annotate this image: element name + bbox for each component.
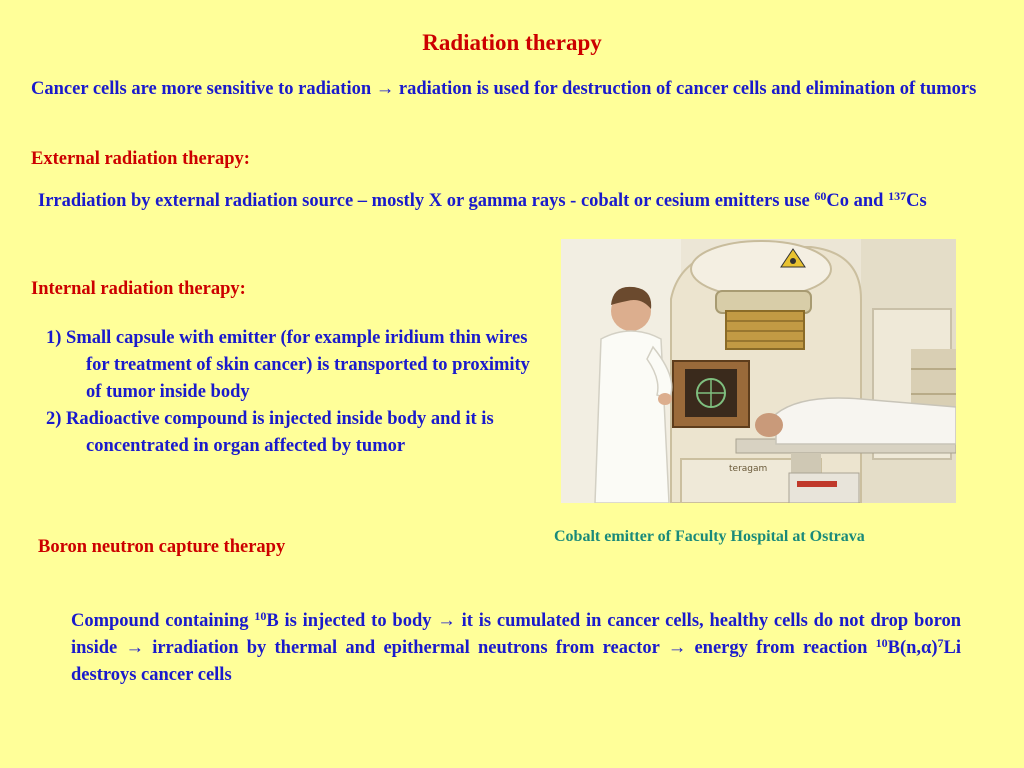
bnct-text-part: Compound containing — [71, 611, 255, 631]
cobalt-mass-number: 60 — [814, 189, 827, 203]
bnct-paragraph — [71, 608, 961, 689]
photo-caption: Cobalt emitter of Faculty Hospital at Ostrava — [554, 528, 865, 545]
external-therapy-heading: External radiation therapy: — [31, 149, 250, 169]
boron-mass-number: 10 — [875, 636, 888, 650]
intro-paragraph: Cancer cells are more sensitive to radiation → radiation is used for destruction of cancer cells and elimination of tumors — [31, 79, 977, 99]
slide-title: Radiation therapy — [422, 30, 602, 55]
internal-therapy-list — [46, 325, 546, 460]
bnct-text-part: B(n,α) — [887, 638, 938, 658]
list-item: 1) Small capsule with emitter (for example iridium thin wires for treatment of skin cancer) is transported to proximity of tumor inside body — [46, 328, 530, 402]
cobalt-symbol: Co — [826, 191, 850, 211]
lithium-mass-number: 7 — [937, 636, 944, 650]
cesium-mass-number: 137 — [888, 189, 907, 203]
list-item: 2) Radioactive compound is injected inside body and it is concentrated in organ affected by tumor — [46, 409, 494, 456]
radiotherapy-room-illustration — [561, 239, 956, 503]
isotope-connector: and — [849, 191, 889, 211]
external-body-text: Irradiation by external radiation source – mostly X or gamma rays - cobalt or cesium emitters use — [38, 191, 815, 211]
bnct-heading: Boron neutron capture therapy — [38, 537, 286, 557]
bnct-text-part: Li destroys cancer cells — [71, 638, 961, 685]
internal-therapy-heading: Internal radiation therapy: — [31, 279, 246, 299]
external-therapy-paragraph — [38, 188, 994, 215]
device-label: teragam — [729, 464, 768, 474]
cobalt-emitter-photo — [561, 239, 956, 503]
cesium-symbol: Cs — [906, 191, 927, 211]
boron-mass-number: 10 — [254, 609, 267, 623]
bnct-text-part: B is injected to body → it is cumulated in cancer cells, healthy cells do not drop boron inside → irradiation by thermal and epithermal neutrons from reactor → energy from reaction — [71, 611, 961, 658]
